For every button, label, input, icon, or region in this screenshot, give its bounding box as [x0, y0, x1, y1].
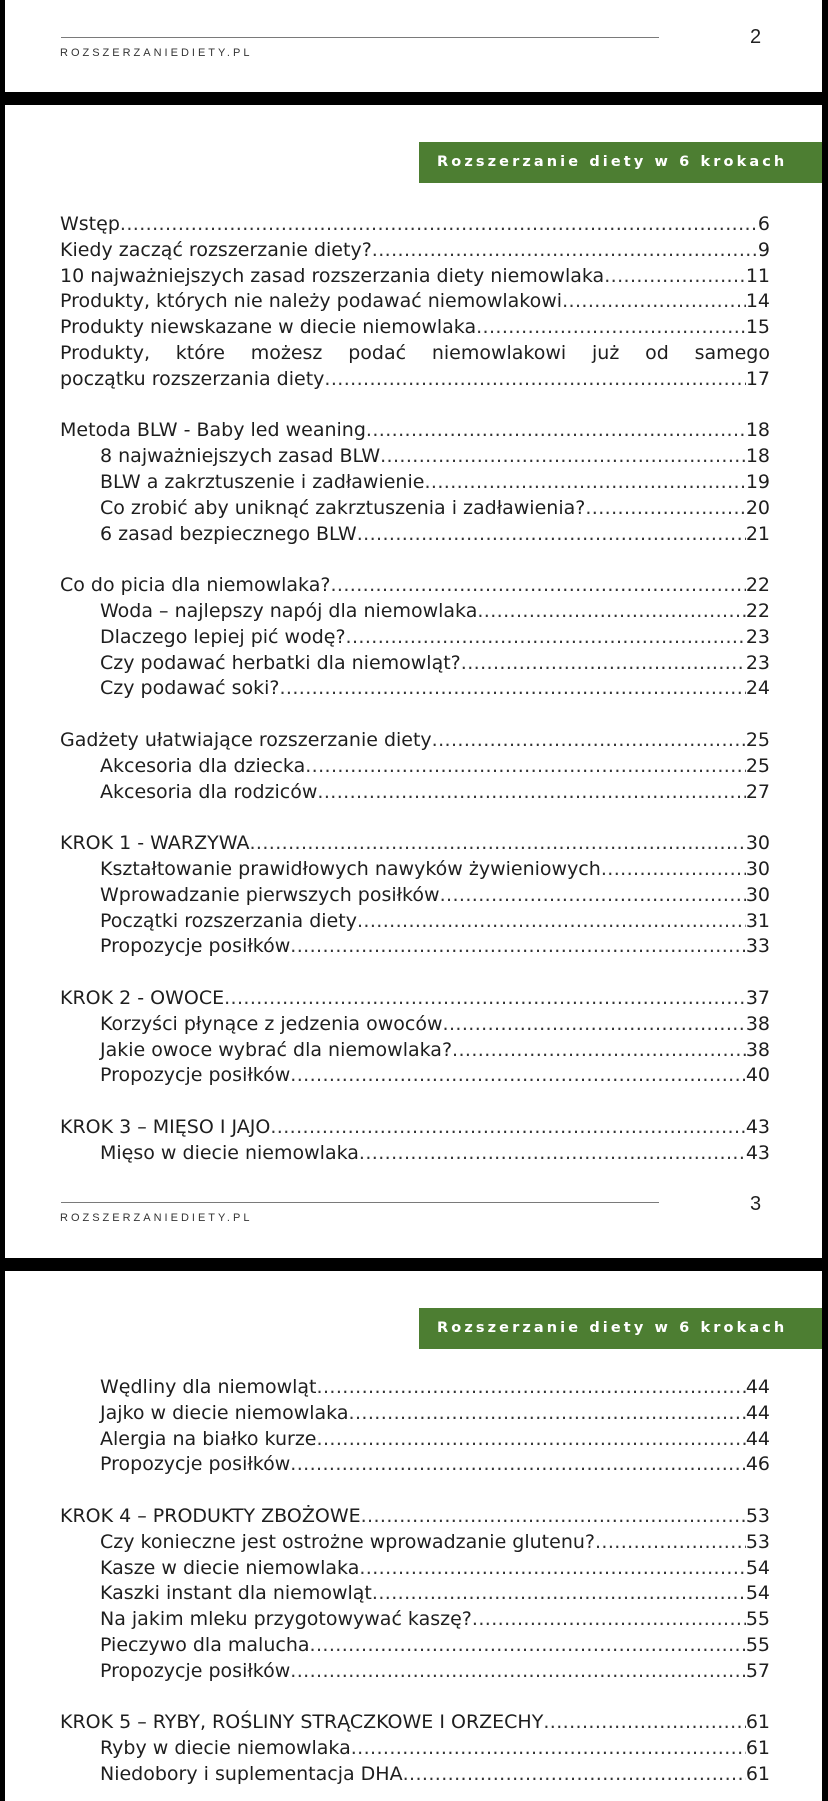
toc-entry-title: Czy podawać soki? [100, 677, 280, 700]
dot-leader [380, 444, 746, 470]
toc-entry[interactable] [60, 289, 770, 315]
toc-entry-page: 55 [745, 1633, 770, 1656]
toc-subentry[interactable] [60, 1038, 770, 1064]
dot-leader [270, 1115, 746, 1141]
dot-leader [249, 831, 745, 857]
toc-entry-title: KROK 3 – MIĘSO I JAJO [60, 1115, 271, 1138]
dot-leader [472, 1607, 746, 1633]
toc-entry-title: początku rozszerzania diety [60, 367, 325, 390]
toc-subentry[interactable] [60, 1762, 770, 1788]
page-number: 3 [750, 1193, 762, 1215]
toc-entry-title: Wędliny dla niemowląt [100, 1376, 317, 1398]
toc-subentry[interactable] [60, 1012, 770, 1038]
dot-leader [424, 470, 745, 496]
toc-subentry[interactable] [60, 1427, 770, 1453]
toc-entry-page: 54 [745, 1556, 770, 1579]
toc-subentry[interactable] [60, 1581, 770, 1607]
page-2-fragment [5, 0, 822, 92]
toc-entry-title: Propozycje posiłków [100, 1453, 291, 1476]
toc-subentry[interactable] [60, 625, 770, 651]
dot-leader [290, 1452, 746, 1478]
toc-entry-title: Jajko w diecie niemowlaka [100, 1401, 349, 1424]
dot-leader [443, 1012, 746, 1038]
toc-entry-title: Woda – najlepszy napój dla niemowlaka [100, 599, 478, 622]
toc-entry[interactable] [60, 315, 770, 341]
toc-subentry[interactable] [60, 1659, 770, 1685]
dot-leader [330, 573, 745, 599]
dot-leader [403, 1762, 746, 1788]
toc-entry-title: Co do picia dla niemowlaka? [60, 574, 331, 597]
toc-entry-title: Kasze w diecie niemowlaka [100, 1556, 360, 1579]
dot-leader [290, 1063, 746, 1089]
toc-entry-page: 54 [745, 1582, 770, 1605]
toc-entry[interactable] [60, 418, 770, 444]
toc-group-spacer [60, 1685, 770, 1711]
toc-entry-title: 6 zasad bezpiecznego BLW [100, 522, 357, 545]
dot-leader [604, 264, 746, 290]
toc-entry-page: 11 [745, 264, 770, 287]
dot-leader [461, 651, 746, 677]
toc-entry-title: 10 najważniejszych zasad rozszerzania diety niemowlaka [60, 264, 605, 287]
toc-entry-page: 43 [745, 1141, 770, 1164]
toc-entry-title: Produkty niewskazane w diecie niemowlaka [60, 316, 477, 339]
toc-entry[interactable] [60, 1504, 770, 1530]
toc-entry-title-line[interactable]: Produkty, które możesz podać niemowlakowi już od samego [60, 341, 770, 364]
dot-leader [585, 496, 745, 522]
toc-subentry[interactable] [60, 1530, 770, 1556]
toc-entry-title: KROK 4 – PRODUKTY ZBOŻOWE [60, 1504, 361, 1527]
toc-entry-page: 30 [745, 857, 770, 880]
toc-subentry[interactable] [60, 522, 770, 548]
toc-group-spacer [60, 547, 770, 573]
footer-rule [61, 37, 659, 38]
header-banner: Rozszerzanie diety w 6 krokach [419, 1308, 822, 1349]
footer-site-name: ROZSZERZANIEDIETY.PL [60, 1212, 253, 1224]
toc-entry-title: KROK 1 - WARZYWA [60, 832, 250, 855]
dot-leader [359, 1141, 746, 1167]
toc-entry-page: 46 [745, 1453, 770, 1476]
toc-subentry[interactable] [60, 857, 770, 883]
toc-entry-page: 25 [745, 728, 770, 751]
dot-leader [440, 883, 746, 909]
dot-leader [317, 1427, 746, 1453]
toc-subentry[interactable] [60, 754, 770, 780]
dot-leader [432, 728, 746, 754]
dot-leader [317, 780, 745, 806]
toc-subentry[interactable] [60, 934, 770, 960]
toc-entry-page: 27 [745, 780, 770, 803]
toc-entry-title: 8 najważniejszych zasad BLW [100, 445, 381, 468]
toc-entry-title: Dlaczego lepiej pić wodę? [100, 625, 346, 648]
toc-entry[interactable] [60, 367, 770, 393]
dot-leader [290, 1659, 746, 1685]
toc-group-spacer [60, 960, 770, 986]
dot-leader [357, 522, 746, 548]
toc-entry-title: Ryby w diecie niemowlaka [100, 1737, 351, 1760]
table-of-contents [60, 212, 770, 1166]
toc-entry[interactable] [60, 238, 770, 264]
toc-subentry[interactable] [60, 651, 770, 677]
toc-entry-page: 44 [745, 1376, 770, 1398]
dot-leader [359, 1556, 745, 1582]
toc-entry-title: Propozycje posiłków [100, 935, 291, 958]
toc-entry-page: 6 [757, 213, 770, 235]
dot-leader [224, 986, 746, 1012]
toc-entry-page: 24 [745, 677, 770, 700]
toc-entry-title: Wprowadzanie pierwszych posiłków [100, 883, 440, 906]
toc-entry-title: Jakie owoce wybrać dla niemowlaka? [100, 1038, 453, 1061]
toc-entry-page: 14 [745, 290, 770, 313]
toc-subentry[interactable] [60, 1633, 770, 1659]
toc-entry-page: 30 [745, 883, 770, 906]
toc-entry-title: Metoda BLW - Baby led weaning [60, 419, 366, 442]
toc-subentry[interactable] [60, 1452, 770, 1478]
toc-entry-page: 40 [745, 1064, 770, 1087]
toc-entry-page: 44 [745, 1427, 770, 1450]
dot-leader [290, 934, 746, 960]
toc-entry-page: 20 [745, 496, 770, 519]
dot-leader [305, 754, 746, 780]
toc-group-spacer [60, 1089, 770, 1115]
toc-entry-page: 19 [745, 470, 770, 493]
toc-subentry[interactable] [60, 1736, 770, 1762]
toc-entry-page: 18 [745, 445, 770, 468]
toc-entry[interactable] [60, 1710, 770, 1736]
dot-leader [357, 909, 746, 935]
page-4-fragment [5, 1271, 822, 1801]
dot-leader [279, 676, 745, 702]
dot-leader [310, 1633, 746, 1659]
toc-entry-page: 9 [757, 238, 770, 261]
toc-entry-page: 21 [745, 522, 770, 545]
toc-group-spacer [60, 702, 770, 728]
dot-leader [366, 418, 746, 444]
toc-entry[interactable] [60, 1115, 770, 1141]
toc-entry-page: 43 [745, 1115, 770, 1138]
dot-leader [595, 1530, 746, 1556]
toc-entry-page: 57 [745, 1659, 770, 1682]
toc-subentry[interactable] [60, 1375, 770, 1401]
toc-subentry[interactable] [60, 909, 770, 935]
toc-entry-title: Co zrobić aby uniknąć zakrztuszenia i zadławienia? [100, 496, 586, 519]
toc-entry-title: Akcesoria dla rodziców [100, 780, 318, 803]
toc-subentry[interactable] [60, 470, 770, 496]
toc-group-spacer [60, 805, 770, 831]
toc-entry-page: 53 [745, 1530, 770, 1553]
toc-entry-page: 61 [745, 1762, 770, 1785]
toc-subentry[interactable] [60, 496, 770, 522]
toc-subentry[interactable] [60, 780, 770, 806]
toc-entry-title: KROK 2 - OWOCE [60, 986, 225, 1009]
footer-rule [61, 1202, 659, 1203]
toc-entry-title: Alergia na białko kurze [100, 1427, 317, 1450]
dot-leader [317, 1375, 746, 1401]
toc-entry-page: 25 [745, 754, 770, 777]
toc-entry-page: 23 [745, 651, 770, 674]
toc-entry-page: 18 [745, 419, 770, 442]
toc-entry-page: 55 [745, 1608, 770, 1631]
toc-entry-page: 17 [745, 367, 770, 390]
toc-entry[interactable] [60, 573, 770, 599]
toc-entry-title: Wstęp [60, 213, 120, 235]
toc-subentry[interactable] [60, 1607, 770, 1633]
toc-entry-page: 61 [745, 1737, 770, 1760]
dot-leader [324, 367, 745, 393]
toc-group-spacer [60, 1478, 770, 1504]
dot-leader [601, 857, 746, 883]
dot-leader [562, 289, 746, 315]
toc-entry-title: Początki rozszerzania diety [100, 909, 357, 932]
dot-leader [372, 1581, 746, 1607]
footer-site-name: ROZSZERZANIEDIETY.PL [60, 47, 253, 59]
dot-leader [543, 1710, 745, 1736]
toc-entry-page: 31 [745, 909, 770, 932]
toc-entry-page: 22 [745, 574, 770, 597]
toc-entry[interactable] [60, 831, 770, 857]
toc-entry-title: Na jakim mleku przygotowywać kaszę? [100, 1608, 472, 1631]
toc-entry-page: 22 [745, 599, 770, 622]
toc-entry-title: Propozycje posiłków [100, 1064, 291, 1087]
dot-leader [349, 1401, 746, 1427]
toc-entry-page: 15 [745, 316, 770, 339]
toc-entry-title: Kiedy zacząć rozszerzanie diety? [60, 238, 372, 261]
toc-entry-page: 30 [745, 832, 770, 855]
dot-leader [361, 1504, 746, 1530]
dot-leader [351, 1736, 746, 1762]
toc-subentry[interactable] [60, 1063, 770, 1089]
toc-entry-title: Propozycje posiłków [100, 1659, 291, 1682]
dot-leader [372, 238, 758, 264]
toc-entry-page: 23 [745, 625, 770, 648]
toc-subentry[interactable] [60, 1141, 770, 1167]
toc-entry-page: 38 [745, 1012, 770, 1035]
toc-entry-page: 37 [745, 986, 770, 1009]
toc-entry-title: Niedobory i suplementacja DHA [100, 1762, 403, 1785]
toc-group-spacer [60, 393, 770, 419]
toc-subentry[interactable] [60, 1556, 770, 1582]
toc-entry-title: Czy konieczne jest ostrożne wprowadzanie glutenu? [100, 1530, 595, 1553]
dot-leader [346, 625, 746, 651]
toc-entry-title: Pieczywo dla malucha [100, 1633, 310, 1656]
toc-entry-page: 61 [745, 1711, 770, 1734]
toc-entry[interactable] [60, 728, 770, 754]
page-number: 2 [750, 26, 762, 48]
toc-subentry[interactable] [60, 676, 770, 702]
toc-subentry[interactable] [60, 883, 770, 909]
toc-entry-page: 44 [745, 1401, 770, 1424]
toc-subentry[interactable] [60, 599, 770, 625]
toc-entry[interactable] [60, 212, 770, 238]
toc-entry-title: Kształtowanie prawidłowych nawyków żywieniowych [100, 857, 601, 880]
toc-entry-title: KROK 5 – RYBY, ROŚLINY STRĄCZKOWE I ORZECHY [60, 1711, 544, 1734]
header-banner: Rozszerzanie diety w 6 krokach [419, 142, 822, 183]
dot-leader [452, 1038, 746, 1064]
toc-entry-title: Akcesoria dla dziecka [100, 754, 306, 777]
page-3 [5, 105, 822, 1258]
toc-entry-title: Mięso w diecie niemowlaka [100, 1141, 359, 1164]
toc-entry-title: Kaszki instant dla niemowląt [100, 1582, 372, 1605]
toc-subentry[interactable] [60, 1401, 770, 1427]
toc-entry-page: 33 [745, 935, 770, 958]
toc-subentry[interactable] [60, 444, 770, 470]
toc-entry[interactable] [60, 986, 770, 1012]
dot-leader [476, 315, 746, 341]
dot-leader [120, 212, 758, 238]
toc-entry-page: 38 [745, 1038, 770, 1061]
toc-entry-title: Czy podawać herbatki dla niemowląt? [100, 651, 461, 674]
toc-entry-title: BLW a zakrztuszenie i zadławienie [100, 470, 425, 493]
toc-entry-title: Produkty, których nie należy podawać niemowlakowi [60, 290, 563, 313]
toc-entry[interactable] [60, 264, 770, 290]
table-of-contents [60, 1375, 770, 1788]
toc-entry-page: 53 [745, 1504, 770, 1527]
toc-entry-title: Gadżety ułatwiające rozszerzanie diety [60, 728, 432, 751]
toc-entry-title: Korzyści płynące z jedzenia owoców [100, 1012, 443, 1035]
dot-leader [477, 599, 745, 625]
